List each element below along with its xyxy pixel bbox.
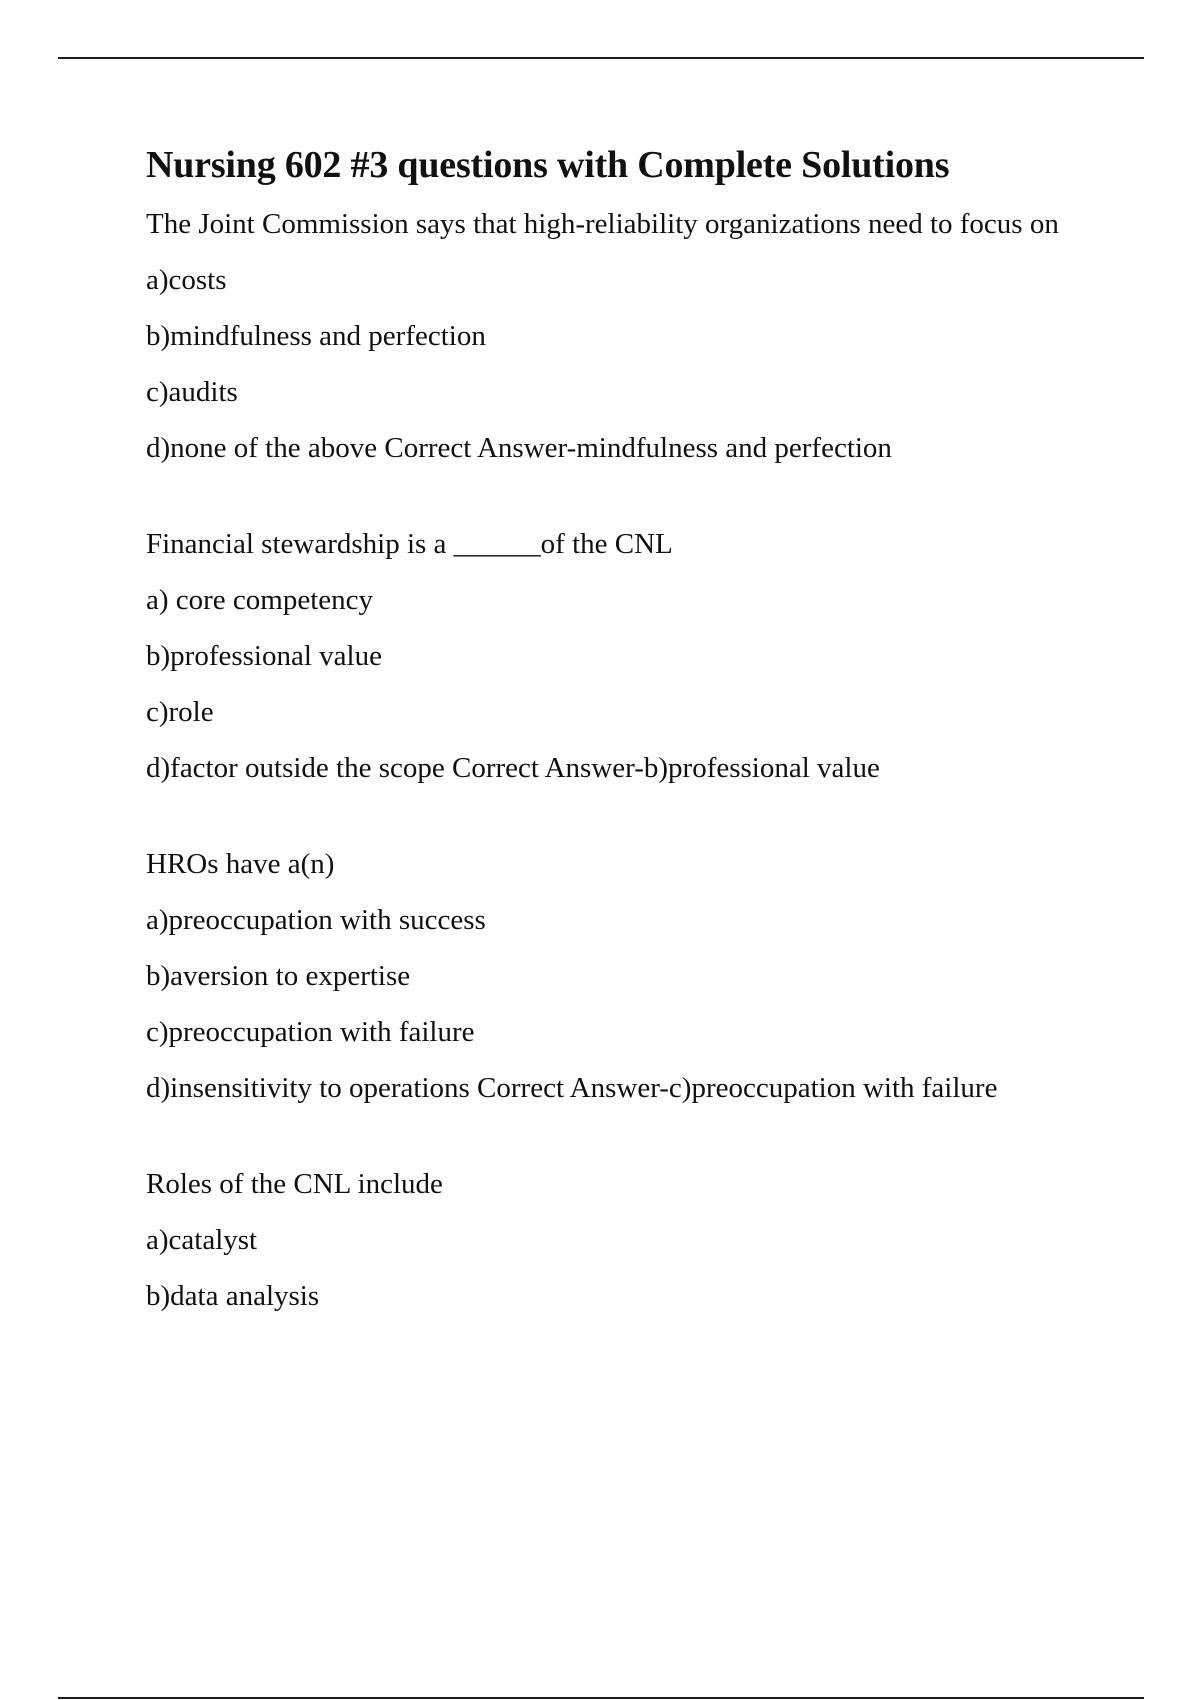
answer-option: c)audits: [146, 376, 238, 408]
answer-option: c)role: [146, 696, 214, 728]
answer-option: d)factor outside the scope Correct Answer-b)professional value: [146, 752, 880, 784]
footer-rule: [58, 1697, 1144, 1699]
question-text: HROs have a(n): [146, 848, 335, 880]
answer-option: d)none of the above Correct Answer-mindfulness and perfection: [146, 432, 892, 464]
answer-option: b)aversion to expertise: [146, 960, 411, 992]
answer-option: b)data analysis: [146, 1280, 320, 1312]
answer-option: a) core competency: [146, 584, 374, 616]
question-4: [146, 1164, 1066, 1316]
answer-option: c)preoccupation with failure: [146, 1016, 475, 1048]
document-title: Nursing 602 #3 questions with Complete Solutions: [146, 144, 950, 186]
answer-option: a)preoccupation with success: [146, 904, 486, 936]
header-rule: [58, 57, 1144, 59]
document-body: [146, 140, 1066, 1332]
answer-option: a)costs: [146, 264, 227, 296]
question-3: [146, 844, 1066, 1108]
question-text: Roles of the CNL include: [146, 1168, 443, 1200]
answer-option: b)professional value: [146, 640, 382, 672]
question-text: Financial stewardship is a ______of the CNL: [146, 528, 673, 560]
answer-option: a)catalyst: [146, 1224, 258, 1256]
question-text: The Joint Commission says that high-reliability organizations need to focus on: [146, 208, 1059, 240]
question-1: [146, 204, 1066, 468]
question-2: [146, 524, 1066, 788]
answer-option: d)insensitivity to operations Correct Answer-c)preoccupation with failure: [146, 1072, 998, 1104]
answer-option: b)mindfulness and perfection: [146, 320, 486, 352]
